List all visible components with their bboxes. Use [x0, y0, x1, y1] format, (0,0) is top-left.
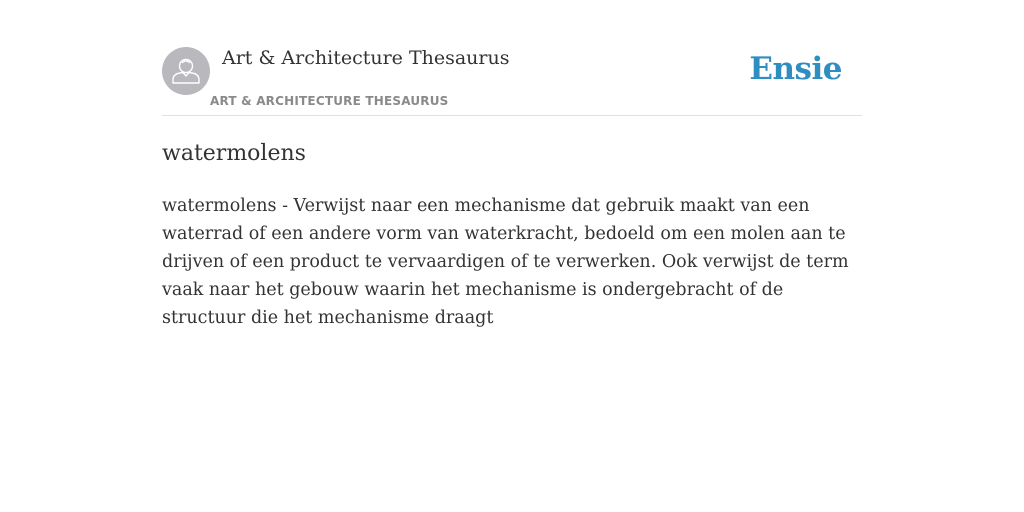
user-silhouette-icon — [162, 47, 210, 95]
entry-definition: watermolens - Verwijst naar een mechanisme dat gebruik maakt van een waterrad of een andere vorm van waterkracht, bedoeld om een molen aan te drijven of een product te vervaardigen of te verwerken. Ook verwijst de term vaak naar het gebouw waarin het mechanisme is ondergebracht of de structuur die het mechanisme draagt — [162, 196, 849, 328]
avatar[interactable] — [162, 47, 210, 95]
source-label: ART & ARCHITECTURE THESAURUS — [210, 94, 449, 108]
author-name-link[interactable]: Art & Architecture Thesaurus — [222, 47, 510, 69]
entry-title: watermolens — [162, 141, 306, 166]
ensie-logo[interactable]: Ensie — [749, 51, 842, 87]
entry-header — [162, 0, 862, 116]
content-container — [162, 0, 862, 328]
